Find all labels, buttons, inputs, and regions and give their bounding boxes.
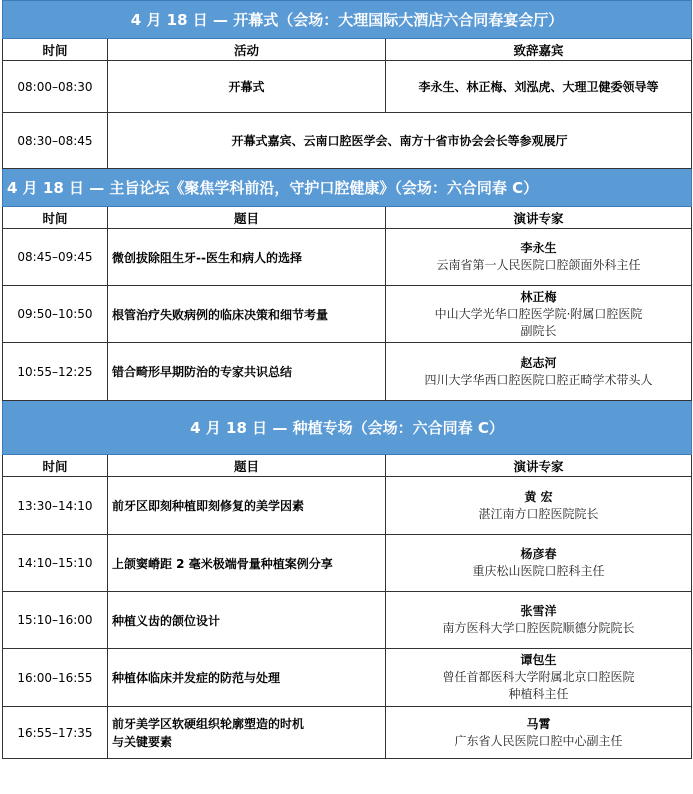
topic-line-1: 前牙美学区软硬组织轮廓塑造的时机 (112, 716, 305, 731)
row-time: 08:30–08:45 (3, 113, 108, 169)
header-time: 时间 (3, 207, 108, 229)
row-speaker (386, 707, 692, 759)
row-topic (108, 707, 386, 759)
row-topic: 错合畸形早期防治的专家共识总结 (108, 343, 386, 401)
speaker-name: 林正梅 (520, 289, 557, 304)
header-topic: 题目 (108, 455, 386, 477)
row-speaker (386, 343, 692, 401)
speaker-name: 杨彦春 (520, 547, 557, 561)
row-time: 15:10–16:00 (3, 592, 108, 649)
row-time: 08:45–09:45 (3, 229, 108, 286)
header-time: 时间 (3, 455, 108, 477)
row-time: 16:55–17:35 (3, 707, 108, 759)
header-topic: 题目 (108, 207, 386, 229)
section-1-title: 4 月 18 日 — 开幕式（会场：大理国际大酒店六合同春宴会厅） (3, 1, 692, 39)
section-3-title: 4 月 18 日 — 种植专场（会场：六合同春 C） (3, 401, 692, 455)
speaker-affiliation: 四川大学华西口腔医院口腔正畸学术带头人 (424, 372, 653, 387)
row-activity: 开幕式嘉宾、云南口腔医学会、南方十省市协会会长等参观展厅 (108, 113, 692, 169)
row-guests: 李永生、林正梅、刘泓虎、大理卫健委领导等 (386, 61, 692, 113)
speaker-name: 赵志河 (520, 355, 557, 370)
row-speaker (386, 229, 692, 286)
header-speaker: 演讲专家 (386, 455, 692, 477)
table-row (3, 113, 692, 169)
speaker-name: 张雪洋 (520, 604, 557, 618)
speaker-affiliation: 曾任首都医科大学附属北京口腔医院 (442, 670, 635, 684)
topic-line-2: 与关键要素 (112, 734, 173, 749)
table-row (3, 649, 692, 707)
row-speaker (386, 592, 692, 649)
table-row (3, 535, 692, 592)
table-row (3, 61, 692, 113)
speaker-name: 马霄 (526, 716, 551, 731)
header-time: 时间 (3, 39, 108, 61)
row-time: 10:55–12:25 (3, 343, 108, 401)
header-guests: 致辞嘉宾 (386, 39, 692, 61)
speaker-affiliation: 南方医科大学口腔医院顺德分院院长 (442, 621, 635, 635)
row-topic: 种植义齿的颌位设计 (108, 592, 386, 649)
row-speaker (386, 535, 692, 592)
table-row (3, 343, 692, 401)
speaker-affiliation-line-2: 种植科主任 (508, 687, 569, 701)
speaker-affiliation: 云南省第一人民医院口腔颌面外科主任 (436, 258, 641, 272)
speaker-name: 谭包生 (520, 653, 557, 667)
row-topic: 上颌窦嵴距 2 毫米极端骨量种植案例分享 (108, 535, 386, 592)
schedule-table (2, 0, 692, 759)
row-speaker (386, 477, 692, 535)
speaker-affiliation: 中山大学光华口腔医学院·附属口腔医院 (434, 306, 643, 321)
table-row (3, 229, 692, 286)
header-activity: 活动 (108, 39, 386, 61)
row-topic: 种植体临床并发症的防范与处理 (108, 649, 386, 707)
table-row (3, 707, 692, 759)
speaker-name: 李永生 (520, 241, 557, 255)
row-topic: 前牙区即刻种植即刻修复的美学因素 (108, 477, 386, 535)
speaker-name: 黄 宏 (524, 489, 553, 504)
section-2-title: 4 月 18 日 — 主旨论坛《聚焦学科前沿，守护口腔健康》（会场：六合同春 C） (3, 169, 692, 207)
row-time: 16:00–16:55 (3, 649, 108, 707)
speaker-affiliation: 重庆松山医院口腔科主任 (472, 564, 605, 578)
row-activity: 开幕式 (108, 61, 386, 113)
row-time: 09:50–10:50 (3, 286, 108, 343)
header-speaker: 演讲专家 (386, 207, 692, 229)
row-topic: 微创拔除阻生牙--医生和病人的选择 (108, 229, 386, 286)
row-speaker (386, 649, 692, 707)
speaker-affiliation: 湛江南方口腔医院院长 (478, 506, 599, 521)
speaker-affiliation: 广东省人民医院口腔中心副主任 (454, 733, 623, 748)
row-time: 13:30–14:10 (3, 477, 108, 535)
table-row (3, 592, 692, 649)
table-row (3, 477, 692, 535)
row-topic: 根管治疗失败病例的临床决策和细节考量 (108, 286, 386, 343)
row-time: 08:00–08:30 (3, 61, 108, 113)
row-time: 14:10–15:10 (3, 535, 108, 592)
row-speaker (386, 286, 692, 343)
speaker-affiliation-line-2: 副院长 (520, 323, 557, 338)
table-row (3, 286, 692, 343)
